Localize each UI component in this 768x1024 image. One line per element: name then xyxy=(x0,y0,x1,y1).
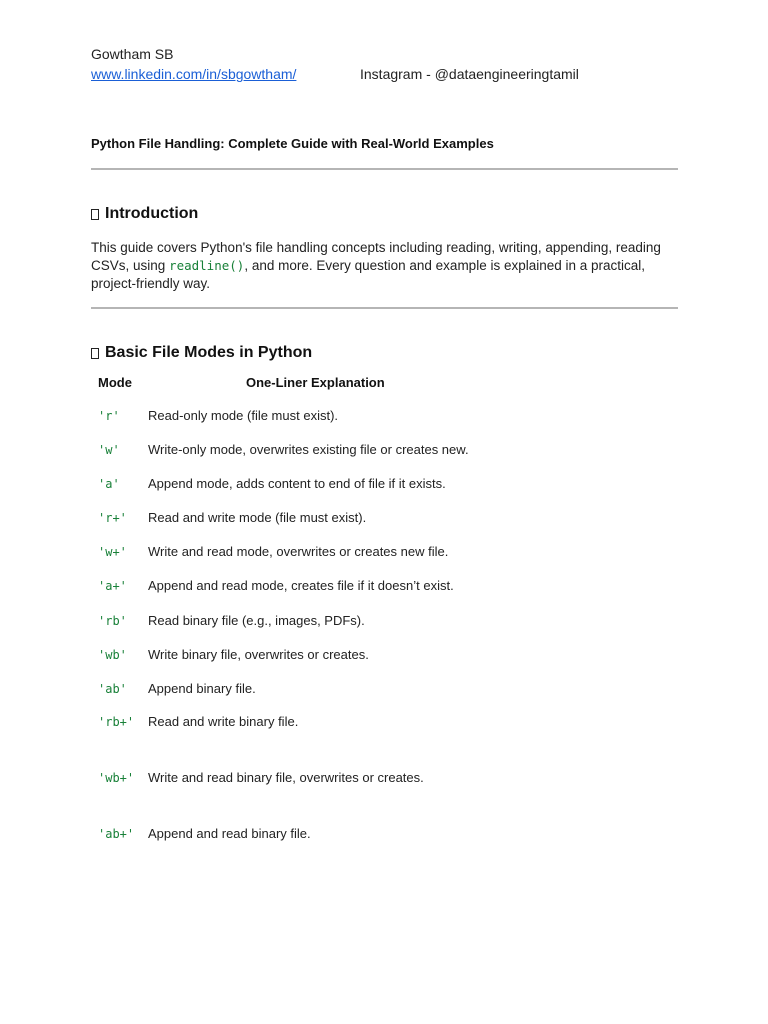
box-icon xyxy=(91,209,99,220)
mode-description: Write-only mode, overwrites existing file or creates new. xyxy=(148,442,469,457)
file-modes-heading-text: Basic File Modes in Python xyxy=(105,344,313,361)
mode-code: 'r+' xyxy=(98,511,127,525)
linkedin-link[interactable]: www.linkedin.com/in/sbgowtham/ xyxy=(91,66,297,82)
mode-description: Append mode, adds content to end of file if it exists. xyxy=(148,476,446,491)
mode-description: Read and write binary file. xyxy=(148,714,299,729)
introduction-paragraph xyxy=(91,239,678,293)
mode-code: 'a+' xyxy=(98,579,127,593)
file-modes-heading xyxy=(91,344,312,362)
mode-code: 'ab+' xyxy=(98,827,135,841)
introduction-heading xyxy=(91,205,198,223)
mode-code: 'rb' xyxy=(98,614,127,628)
instagram-handle: Instagram - @dataengineeringtamil xyxy=(360,66,579,82)
mode-description: Read and write mode (file must exist). xyxy=(148,510,367,525)
column-header-explanation: One-Liner Explanation xyxy=(246,375,385,390)
mode-code: 'wb' xyxy=(98,648,127,662)
box-icon xyxy=(91,348,99,359)
mode-description: Write binary file, overwrites or creates. xyxy=(148,647,369,662)
mode-code: 'a' xyxy=(98,477,120,491)
author-name: Gowtham SB xyxy=(91,46,174,62)
mode-code: 'r' xyxy=(98,409,120,423)
document-title: Python File Handling: Complete Guide with Real-World Examples xyxy=(91,136,494,151)
mode-description: Write and read binary file, overwrites or creates. xyxy=(148,770,424,785)
intro-text-after: , and more. Every question and example is explained in a practical, project-friendly way. xyxy=(91,258,646,291)
intro-text-before: This guide covers Python's file handling concepts including reading, writing, appending, reading CSVs, using xyxy=(91,240,661,273)
mode-code: 'w+' xyxy=(98,545,127,559)
mode-code: 'w' xyxy=(98,443,120,457)
mode-code: 'ab' xyxy=(98,682,127,696)
mode-code: 'rb+' xyxy=(98,715,135,729)
mode-description: Read-only mode (file must exist). xyxy=(148,408,339,423)
mode-description: Write and read mode, overwrites or creates new file. xyxy=(148,544,449,559)
divider xyxy=(91,168,678,170)
introduction-heading-text: Introduction xyxy=(105,205,199,222)
divider xyxy=(91,307,678,309)
mode-description: Read binary file (e.g., images, PDFs). xyxy=(148,613,365,628)
inline-code: readline() xyxy=(169,258,245,273)
mode-description: Append binary file. xyxy=(148,681,256,696)
mode-description: Append and read mode, creates file if it doesn’t exist. xyxy=(148,578,454,593)
mode-code: 'wb+' xyxy=(98,771,135,785)
column-header-mode: Mode xyxy=(98,375,132,390)
mode-description: Append and read binary file. xyxy=(148,826,311,841)
